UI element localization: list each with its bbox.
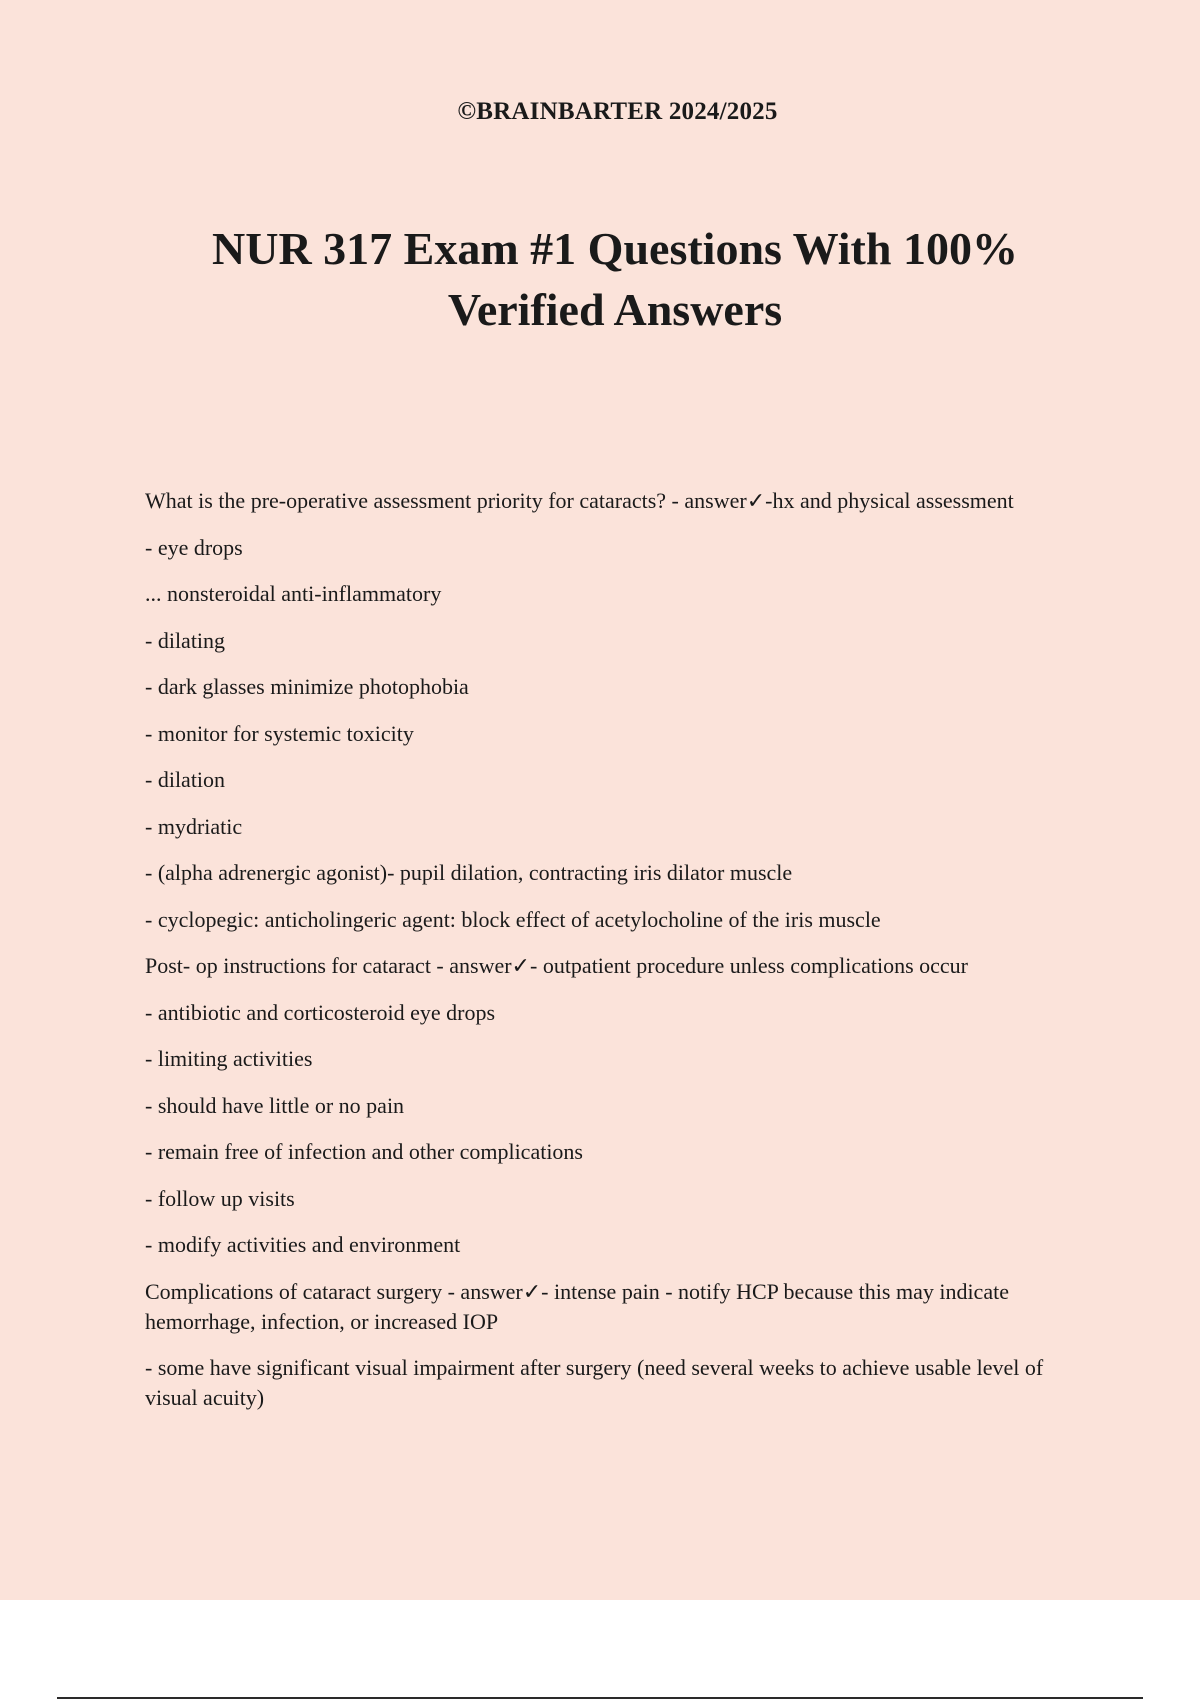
answer-line: - (alpha adrenergic agonist)- pupil dilation, contracting iris dilator muscle (145, 860, 793, 885)
answer-line: - dark glasses minimize photophobia (145, 674, 469, 699)
answer-line: - monitor for systemic toxicity (145, 720, 414, 746)
qa-content (145, 483, 1065, 1430)
answer-line: - eye drops (145, 534, 243, 560)
answer-line: - should have little or no pain (145, 1092, 405, 1118)
answer-line: - limiting activities (145, 1046, 313, 1071)
answer-line: - remain free of infection and other complications (145, 1139, 583, 1164)
answer-line: - some have significant visual impairment after surgery (need several weeks to achieve usable level of visual acuity) (145, 1355, 1044, 1410)
answer-line: - dilation (145, 767, 226, 792)
answer-line: - mydriatic (145, 813, 243, 839)
answer-line: - dilating (145, 627, 226, 653)
copyright-header: ©BRAINBARTER 2024/2025 (457, 98, 778, 125)
question-paragraph: What is the pre-operative assessment priority for cataracts? - answer✓-hx and physical assessment (145, 488, 1014, 513)
answer-line: ... nonsteroidal anti-inflammatory (145, 581, 442, 606)
answer-line: - follow up visits (145, 1185, 295, 1211)
answer-line: - cyclopegic: anticholingeric agent: block effect of acetylocholine of the iris muscle (145, 906, 881, 932)
title-line-1: NUR 317 Exam #1 Questions With 100% (212, 223, 1018, 274)
answer-line: - modify activities and environment (145, 1232, 461, 1257)
answer-line: - antibiotic and corticosteroid eye drops (145, 999, 496, 1025)
title-line-2: Verified Answers (447, 284, 783, 335)
question-paragraph: Complications of cataract surgery - answer✓- intense pain - notify HCP because this may indicate hemorrhage, infection, or increased IOP (145, 1278, 1009, 1334)
document-title (150, 218, 1080, 340)
question-paragraph: Post- op instructions for cataract - answer✓- outpatient procedure unless complications occur (145, 953, 969, 978)
footer-divider (57, 1697, 1143, 1699)
